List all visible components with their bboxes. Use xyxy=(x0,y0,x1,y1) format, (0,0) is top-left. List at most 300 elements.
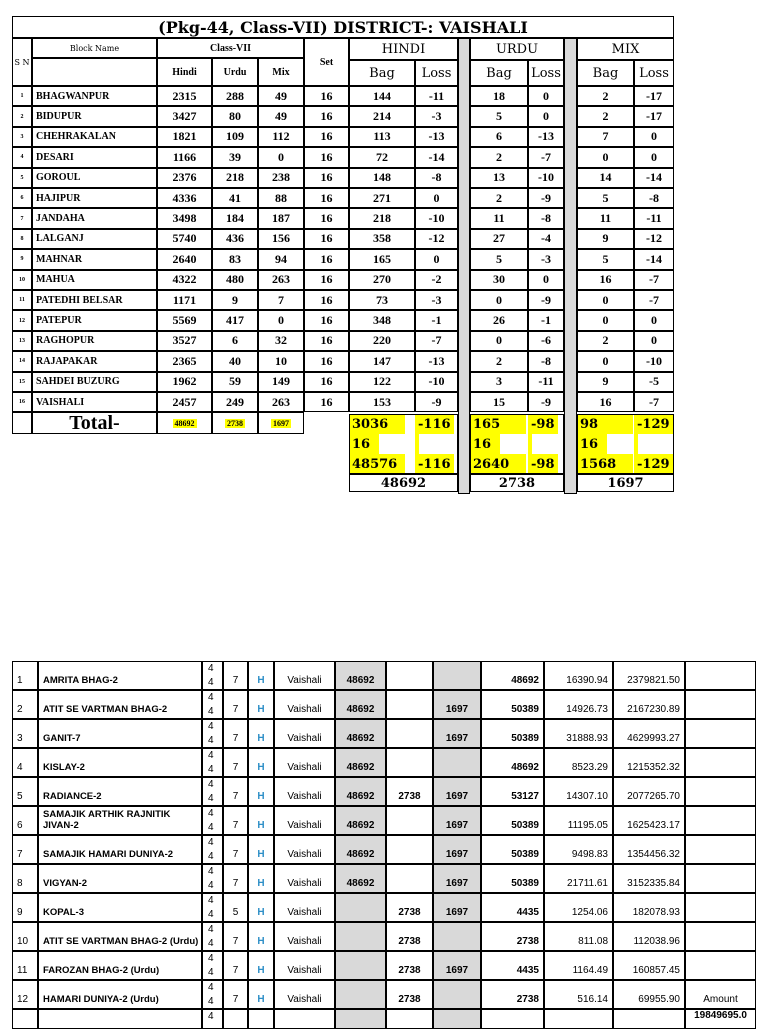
urdu-loss: -9 xyxy=(528,290,564,310)
urdu-bag: 13 xyxy=(470,168,528,188)
book-digits xyxy=(202,719,223,748)
mix-loss: -7 xyxy=(634,392,674,412)
urdu-loss: -10 xyxy=(528,168,564,188)
mix-calc-block xyxy=(577,414,674,474)
row-sn: 4 xyxy=(12,147,32,167)
book-total-qty: 50389 xyxy=(481,806,544,835)
mix-loss: -17 xyxy=(634,86,674,106)
set-value: 16 xyxy=(304,188,349,208)
book-language: H xyxy=(248,922,274,951)
book-sn: 10 xyxy=(12,922,38,951)
mix-count: 156 xyxy=(258,229,304,249)
urdu-bag-header: Bag xyxy=(470,60,528,86)
block-name-header: Block Name xyxy=(32,38,157,58)
mix-bag: 5 xyxy=(577,188,634,208)
mix-subheader: Mix xyxy=(258,58,304,86)
hindi-count: 3427 xyxy=(157,106,212,126)
book-total-qty: 50389 xyxy=(481,690,544,719)
mix-count: 149 xyxy=(258,372,304,392)
urdu-count: 41 xyxy=(212,188,258,208)
urdu-loss: -13 xyxy=(528,127,564,147)
book-rate: 21711.61 xyxy=(544,864,613,893)
mix-bag: 16 xyxy=(577,392,634,412)
book-language: H xyxy=(248,806,274,835)
hindi-bag: 270 xyxy=(349,270,415,290)
book-urdu-qty xyxy=(386,690,433,719)
book-digit: 4 xyxy=(208,692,214,703)
hindi-loss: -3 xyxy=(415,290,458,310)
hindi-bag: 214 xyxy=(349,106,415,126)
book-digits xyxy=(202,893,223,922)
hindi-loss: -10 xyxy=(415,372,458,392)
urdu-subheader: Urdu xyxy=(212,58,258,86)
book-total-qty: 53127 xyxy=(481,777,544,806)
book-mix-qty: 1697 xyxy=(433,690,481,719)
hindi-total-cell xyxy=(157,412,212,434)
book-urdu-qty xyxy=(386,748,433,777)
mix-count: 88 xyxy=(258,188,304,208)
book-extra xyxy=(685,719,756,748)
set-value: 16 xyxy=(304,208,349,228)
book-digits xyxy=(202,690,223,719)
hindi-count: 2315 xyxy=(157,86,212,106)
hindi-bag: 153 xyxy=(349,392,415,412)
book-extra xyxy=(685,748,756,777)
urdu-total: 2738 xyxy=(227,418,243,428)
hindi-bag-header: Bag xyxy=(349,60,415,86)
book-sn: 2 xyxy=(12,690,38,719)
book-name: KOPAL-3 xyxy=(38,893,202,922)
mix-bag: 0 xyxy=(577,310,634,330)
book-language: H xyxy=(248,690,274,719)
sn-header: S N xyxy=(12,38,32,86)
book-language: H xyxy=(248,835,274,864)
book-total-qty: 48692 xyxy=(481,748,544,777)
book-mix-qty: 1697 xyxy=(433,806,481,835)
sheet-title: (Pkg-44, Class-VII) DISTRICT-: VAISHALI xyxy=(12,16,674,38)
hindi-count: 2640 xyxy=(157,249,212,269)
book-total-qty: 50389 xyxy=(481,835,544,864)
hindi-count: 2376 xyxy=(157,168,212,188)
book-amount: 2167230.89 xyxy=(613,690,685,719)
gap-column xyxy=(458,38,470,494)
book-digits xyxy=(202,777,223,806)
class-summary-table xyxy=(12,16,674,494)
book-urdu-qty xyxy=(386,1009,433,1029)
mix-grand-total: 1697 xyxy=(577,474,674,492)
book-amount: 2379821.50 xyxy=(613,661,685,690)
set-value: 16 xyxy=(304,372,349,392)
row-sn: 12 xyxy=(12,310,32,330)
book-hindi-qty: 48692 xyxy=(335,835,386,864)
urdu-loss-sum: -98 xyxy=(528,414,558,434)
book-urdu-qty: 2738 xyxy=(386,951,433,980)
hindi-loss: -2 xyxy=(415,270,458,290)
urdu-count: 480 xyxy=(212,270,258,290)
hindi-group-header: HINDI xyxy=(349,38,458,60)
hindi-bag: 271 xyxy=(349,188,415,208)
book-extra xyxy=(685,893,756,922)
book-total-qty: 2738 xyxy=(481,922,544,951)
urdu-loss: -6 xyxy=(528,331,564,351)
book-amount: 182078.93 xyxy=(613,893,685,922)
hindi-bag: 122 xyxy=(349,372,415,392)
mix-count: 238 xyxy=(258,168,304,188)
block-name: VAISHALI xyxy=(32,392,157,412)
book-sn: 12 xyxy=(12,980,38,1009)
set-value: 16 xyxy=(304,331,349,351)
book-name: SAMAJIK ARTHIK RAJNITIK JIVAN-2 xyxy=(38,806,202,835)
book-sn: 1 xyxy=(12,661,38,690)
book-rate: 1254.06 xyxy=(544,893,613,922)
book-digit: 4 xyxy=(208,866,214,877)
book-amount: 112038.96 xyxy=(613,922,685,951)
book-digit: 4 xyxy=(208,808,214,819)
book-extra xyxy=(685,777,756,806)
hindi-bag: 147 xyxy=(349,351,415,371)
row-sn: 15 xyxy=(12,372,32,392)
book-language: H xyxy=(248,719,274,748)
hindi-loss: 0 xyxy=(415,249,458,269)
book-rate xyxy=(544,1009,613,1029)
urdu-loss: -9 xyxy=(528,188,564,208)
set-value: 16 xyxy=(304,229,349,249)
book-sn xyxy=(12,1009,38,1029)
hindi-count: 5740 xyxy=(157,229,212,249)
urdu-loss: 0 xyxy=(528,106,564,126)
book-digit: 4 xyxy=(208,996,214,1007)
urdu-loss2: -98 xyxy=(528,454,558,474)
hindi-bag: 144 xyxy=(349,86,415,106)
mix-bag: 5 xyxy=(577,249,634,269)
book-amount: 1215352.32 xyxy=(613,748,685,777)
book-digit: 4 xyxy=(208,938,214,949)
hindi-bag: 73 xyxy=(349,290,415,310)
gap-column xyxy=(564,38,577,494)
urdu-loss: 0 xyxy=(528,86,564,106)
book-digit: 4 xyxy=(208,677,214,688)
book-district: Vaishali xyxy=(274,719,335,748)
book-language: H xyxy=(248,951,274,980)
book-language xyxy=(248,1009,274,1029)
book-digits xyxy=(202,864,223,893)
block-name: SAHDEI BUZURG xyxy=(32,372,157,392)
mix-loss: -7 xyxy=(634,270,674,290)
book-amount: 3152335.84 xyxy=(613,864,685,893)
urdu-count: 6 xyxy=(212,331,258,351)
book-hindi-qty: 48692 xyxy=(335,661,386,690)
hindi-bag: 113 xyxy=(349,127,415,147)
book-amount xyxy=(613,1009,685,1029)
book-rate: 14307.10 xyxy=(544,777,613,806)
block-name: GOROUL xyxy=(32,168,157,188)
book-mix-qty xyxy=(433,1009,481,1029)
book-amount: 69955.90 xyxy=(613,980,685,1009)
urdu-count: 249 xyxy=(212,392,258,412)
book-hindi-qty xyxy=(335,893,386,922)
book-rate: 811.08 xyxy=(544,922,613,951)
book-class: 7 xyxy=(223,951,248,980)
book-hindi-qty xyxy=(335,1009,386,1029)
row-sn: 9 xyxy=(12,249,32,269)
mix-count: 263 xyxy=(258,270,304,290)
urdu-bag: 15 xyxy=(470,392,528,412)
book-digit: 4 xyxy=(208,721,214,732)
book-urdu-qty: 2738 xyxy=(386,980,433,1009)
block-name: JANDAHA xyxy=(32,208,157,228)
book-digits: 4 xyxy=(202,1009,223,1029)
urdu-loss: -3 xyxy=(528,249,564,269)
book-hindi-qty xyxy=(335,980,386,1009)
mix-loss: -12 xyxy=(634,229,674,249)
class-header: Class-VII xyxy=(157,38,304,58)
urdu-bag: 5 xyxy=(470,249,528,269)
book-extra xyxy=(685,835,756,864)
urdu-bag: 2 xyxy=(470,147,528,167)
hindi-loss: -13 xyxy=(415,127,458,147)
urdu-bag: 6 xyxy=(470,127,528,147)
book-urdu-qty xyxy=(386,835,433,864)
block-name: RAGHOPUR xyxy=(32,331,157,351)
block-name: BHAGWANPUR xyxy=(32,86,157,106)
hindi-grand-total: 48692 xyxy=(349,474,458,492)
book-name: ATIT SE VARTMAN BHAG-2 (Urdu) xyxy=(38,922,202,951)
hindi-count: 3527 xyxy=(157,331,212,351)
set-value: 16 xyxy=(304,392,349,412)
mix-loss: -7 xyxy=(634,290,674,310)
book-urdu-qty xyxy=(386,806,433,835)
hindi-loss: 0 xyxy=(415,188,458,208)
urdu-loss: -7 xyxy=(528,147,564,167)
book-name: SAMAJIK HAMARI DUNIYA-2 xyxy=(38,835,202,864)
mix-count: 263 xyxy=(258,392,304,412)
book-hindi-qty: 48692 xyxy=(335,864,386,893)
urdu-bag: 26 xyxy=(470,310,528,330)
urdu-bag: 2 xyxy=(470,188,528,208)
book-mix-qty xyxy=(433,661,481,690)
mix-loss: -5 xyxy=(634,372,674,392)
hindi-loss: -10 xyxy=(415,208,458,228)
set-value: 16 xyxy=(304,86,349,106)
book-sn: 6 xyxy=(12,806,38,835)
book-extra xyxy=(685,922,756,951)
block-name-header-blank xyxy=(32,58,157,86)
urdu-count: 184 xyxy=(212,208,258,228)
row-sn: 5 xyxy=(12,168,32,188)
hindi-loss2: -116 xyxy=(415,454,454,474)
row-sn: 1 xyxy=(12,86,32,106)
hindi-count: 1171 xyxy=(157,290,212,310)
urdu-bag: 30 xyxy=(470,270,528,290)
book-sn: 5 xyxy=(12,777,38,806)
book-digits xyxy=(202,748,223,777)
book-sn: 7 xyxy=(12,835,38,864)
book-mix-qty: 1697 xyxy=(433,719,481,748)
block-name: DESARI xyxy=(32,147,157,167)
urdu-set: 16 xyxy=(470,434,500,454)
mix-bag: 2 xyxy=(577,331,634,351)
book-name: HAMARI DUNIYA-2 (Urdu) xyxy=(38,980,202,1009)
book-digits xyxy=(202,980,223,1009)
amount-label: Amount xyxy=(685,980,756,1009)
book-class: 7 xyxy=(223,748,248,777)
urdu-count: 218 xyxy=(212,168,258,188)
mix-bag: 2 xyxy=(577,106,634,126)
set-header: Set xyxy=(304,38,349,86)
mix-bag-sum: 98 xyxy=(577,414,633,434)
set-value: 16 xyxy=(304,270,349,290)
urdu-count: 80 xyxy=(212,106,258,126)
set-value: 16 xyxy=(304,351,349,371)
mix-total: 1697 xyxy=(273,418,289,428)
mix-count: 7 xyxy=(258,290,304,310)
book-hindi-qty: 48692 xyxy=(335,690,386,719)
mix-count: 49 xyxy=(258,106,304,126)
book-district: Vaishali xyxy=(274,893,335,922)
book-digit: 4 xyxy=(208,982,214,993)
total-label: Total- xyxy=(32,412,157,434)
book-urdu-qty xyxy=(386,661,433,690)
book-name: AMRITA BHAG-2 xyxy=(38,661,202,690)
book-total-qty: 48692 xyxy=(481,661,544,690)
urdu-loss: -11 xyxy=(528,372,564,392)
book-digits xyxy=(202,951,223,980)
mix-count: 0 xyxy=(258,147,304,167)
mix-count: 10 xyxy=(258,351,304,371)
hindi-count: 1962 xyxy=(157,372,212,392)
book-district: Vaishali xyxy=(274,690,335,719)
hindi-count: 1821 xyxy=(157,127,212,147)
mix-bag-header: Bag xyxy=(577,60,634,86)
book-sn: 3 xyxy=(12,719,38,748)
mix-loss: 0 xyxy=(634,310,674,330)
book-name: RADIANCE-2 xyxy=(38,777,202,806)
urdu-group-header: URDU xyxy=(470,38,564,60)
book-urdu-qty xyxy=(386,864,433,893)
urdu-total-cell xyxy=(212,412,258,434)
block-name: LALGANJ xyxy=(32,229,157,249)
mix-count: 187 xyxy=(258,208,304,228)
hindi-set: 16 xyxy=(349,434,379,454)
hindi-bag: 358 xyxy=(349,229,415,249)
block-name: PATEDHI BELSAR xyxy=(32,290,157,310)
book-amount: 2077265.70 xyxy=(613,777,685,806)
book-amount: 160857.45 xyxy=(613,951,685,980)
book-hindi-qty xyxy=(335,922,386,951)
mix-count: 49 xyxy=(258,86,304,106)
mix-count: 0 xyxy=(258,310,304,330)
book-digits xyxy=(202,806,223,835)
book-district: Vaishali xyxy=(274,922,335,951)
hindi-count: 2457 xyxy=(157,392,212,412)
hindi-loss: -12 xyxy=(415,229,458,249)
hindi-bag: 72 xyxy=(349,147,415,167)
mix-bag: 2 xyxy=(577,86,634,106)
urdu-product: 2640 xyxy=(470,454,526,474)
hindi-loss: -3 xyxy=(415,106,458,126)
block-name: CHEHRAKALAN xyxy=(32,127,157,147)
book-class: 7 xyxy=(223,661,248,690)
book-amount: 1625423.17 xyxy=(613,806,685,835)
hindi-bag: 165 xyxy=(349,249,415,269)
urdu-loss: -8 xyxy=(528,208,564,228)
book-rate: 516.14 xyxy=(544,980,613,1009)
block-name: PATEPUR xyxy=(32,310,157,330)
book-digit: 4 xyxy=(208,706,214,717)
row-sn: 7 xyxy=(12,208,32,228)
hindi-loss: -8 xyxy=(415,168,458,188)
book-hindi-qty xyxy=(335,951,386,980)
book-mix-qty: 1697 xyxy=(433,951,481,980)
hindi-loss: -7 xyxy=(415,331,458,351)
book-urdu-qty: 2738 xyxy=(386,893,433,922)
book-district: Vaishali xyxy=(274,806,335,835)
book-extra xyxy=(685,806,756,835)
mix-loss: -17 xyxy=(634,106,674,126)
book-digit: 4 xyxy=(208,779,214,790)
book-extra xyxy=(685,661,756,690)
book-digit: 4 xyxy=(208,851,214,862)
hindi-total: 48692 xyxy=(174,418,195,428)
book-hindi-qty: 48692 xyxy=(335,748,386,777)
book-language: H xyxy=(248,893,274,922)
book-digit: 4 xyxy=(208,967,214,978)
urdu-bag: 5 xyxy=(470,106,528,126)
hindi-count: 1166 xyxy=(157,147,212,167)
book-digit: 4 xyxy=(208,953,214,964)
hindi-loss-header: Loss xyxy=(415,60,458,86)
hindi-loss: -1 xyxy=(415,310,458,330)
book-class: 7 xyxy=(223,690,248,719)
urdu-count: 40 xyxy=(212,351,258,371)
book-total-qty: 50389 xyxy=(481,719,544,748)
hindi-count: 2365 xyxy=(157,351,212,371)
row-sn: 13 xyxy=(12,331,32,351)
mix-count: 112 xyxy=(258,127,304,147)
book-mix-qty xyxy=(433,980,481,1009)
hindi-bag: 218 xyxy=(349,208,415,228)
book-district xyxy=(274,1009,335,1029)
book-hindi-qty: 48692 xyxy=(335,806,386,835)
hindi-count: 4336 xyxy=(157,188,212,208)
book-hindi-qty: 48692 xyxy=(335,777,386,806)
book-class: 7 xyxy=(223,719,248,748)
hindi-loss: -14 xyxy=(415,147,458,167)
hindi-count: 3498 xyxy=(157,208,212,228)
book-digits xyxy=(202,661,223,690)
mix-bag: 9 xyxy=(577,229,634,249)
set-value: 16 xyxy=(304,290,349,310)
row-sn: 8 xyxy=(12,229,32,249)
hindi-count: 5569 xyxy=(157,310,212,330)
book-total-qty xyxy=(481,1009,544,1029)
urdu-bag: 11 xyxy=(470,208,528,228)
mix-bag: 16 xyxy=(577,270,634,290)
urdu-count: 417 xyxy=(212,310,258,330)
urdu-bag: 18 xyxy=(470,86,528,106)
hindi-product: 48576 xyxy=(349,454,405,474)
book-hindi-qty: 48692 xyxy=(335,719,386,748)
set-value: 16 xyxy=(304,106,349,126)
mix-count: 32 xyxy=(258,331,304,351)
book-name: VIGYAN-2 xyxy=(38,864,202,893)
book-extra xyxy=(685,690,756,719)
book-language: H xyxy=(248,748,274,777)
book-class: 5 xyxy=(223,893,248,922)
hindi-bag: 220 xyxy=(349,331,415,351)
book-sn: 8 xyxy=(12,864,38,893)
mix-bag: 14 xyxy=(577,168,634,188)
